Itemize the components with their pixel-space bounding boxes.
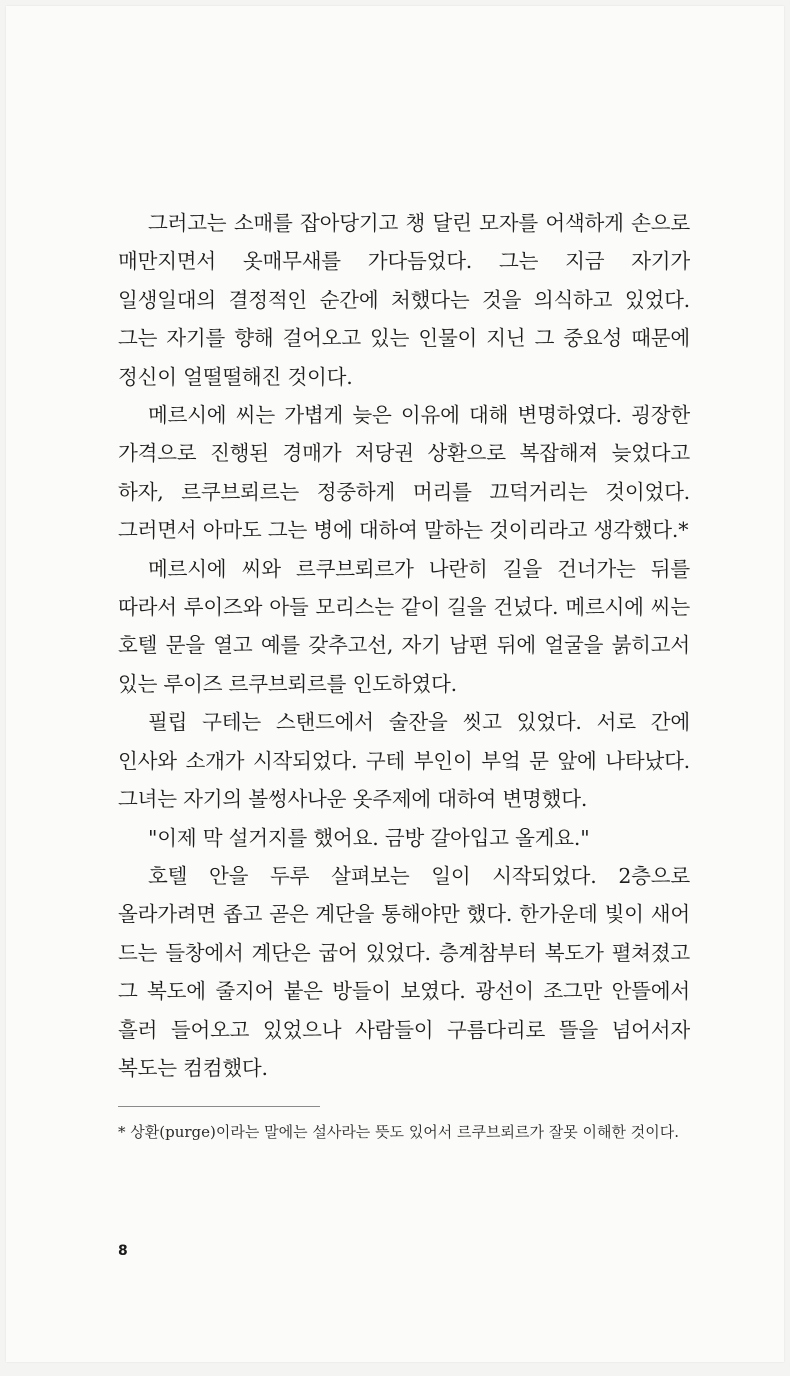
page-number: 8 (118, 1243, 128, 1259)
paragraph-1: 그러고는 소매를 잡아당기고 챙 달린 모자를 어색하게 손으로 매만지면서 옷매무새를 가다듬었다. 그는 지금 자기가 일생일대의 결정적인 순간에 처했다는 것을 의식하고 있었다. 그는 자기를 향해 걸어오고 있는 인물이 지닌 그 중요성 때문에 정신이 얼떨떨해진 것이다. (118, 211, 690, 389)
body-text (118, 204, 690, 1087)
paragraph-6: 호텔 안을 두루 살펴보는 일이 시작되었다. 2층으로 올라가려면 좁고 곧은 계단을 통해야만 했다. 한가운데 빛이 새어 드는 들창에서 계단은 굽어 있었다. 층계참부터 복도가 펼쳐졌고 그 복도에 줄지어 붙은 방들이 보였다. 광선이 조그만 안뜰에서 흘러 들어오고 있었으나 사람들이 구름다리로 뜰을 넘어서자 복도는 컴컴했다. (118, 863, 690, 1080)
paragraph-2: 메르시에 씨는 가볍게 늦은 이유에 대해 변명하였다. 굉장한 가격으로 진행된 경매가 저당권 상환으로 복잡해져 늦었다고 하자, 르쿠브뢰르는 정중하게 머리를 끄덕거리는 것이었다. 그러면서 아마도 그는 병에 대하여 말하는 것이리라고 생각했다.* (118, 403, 690, 543)
footnote: * 상환(purge)이라는 말에는 설사라는 뜻도 있어서 르쿠브뢰르가 잘못 이해한 것이다. (118, 1123, 679, 1141)
paragraph-5-dialogue: "이제 막 설거지를 했어요. 금방 갈아입고 올게요." (148, 825, 590, 850)
paragraph-3: 메르시에 씨와 르쿠브뢰르가 나란히 길을 건너가는 뒤를 따라서 루이즈와 아들 모리스는 같이 길을 건넜다. 메르시에 씨는 호텔 문을 열고 예를 갖추고선, 자기 남편 뒤에 얼굴을 붉히고서 있는 루이즈 르쿠브뢰르를 인도하였다. (118, 556, 690, 696)
book-page (6, 6, 784, 1362)
footnote-divider (118, 1106, 320, 1107)
paragraph-4: 필립 구테는 스탠드에서 술잔을 씻고 있었다. 서로 간에 인사와 소개가 시작되었다. 구테 부인이 부엌 문 앞에 나타났다. 그녀는 자기의 볼썽사나운 옷주제에 대하여 변명했다. (118, 710, 690, 812)
